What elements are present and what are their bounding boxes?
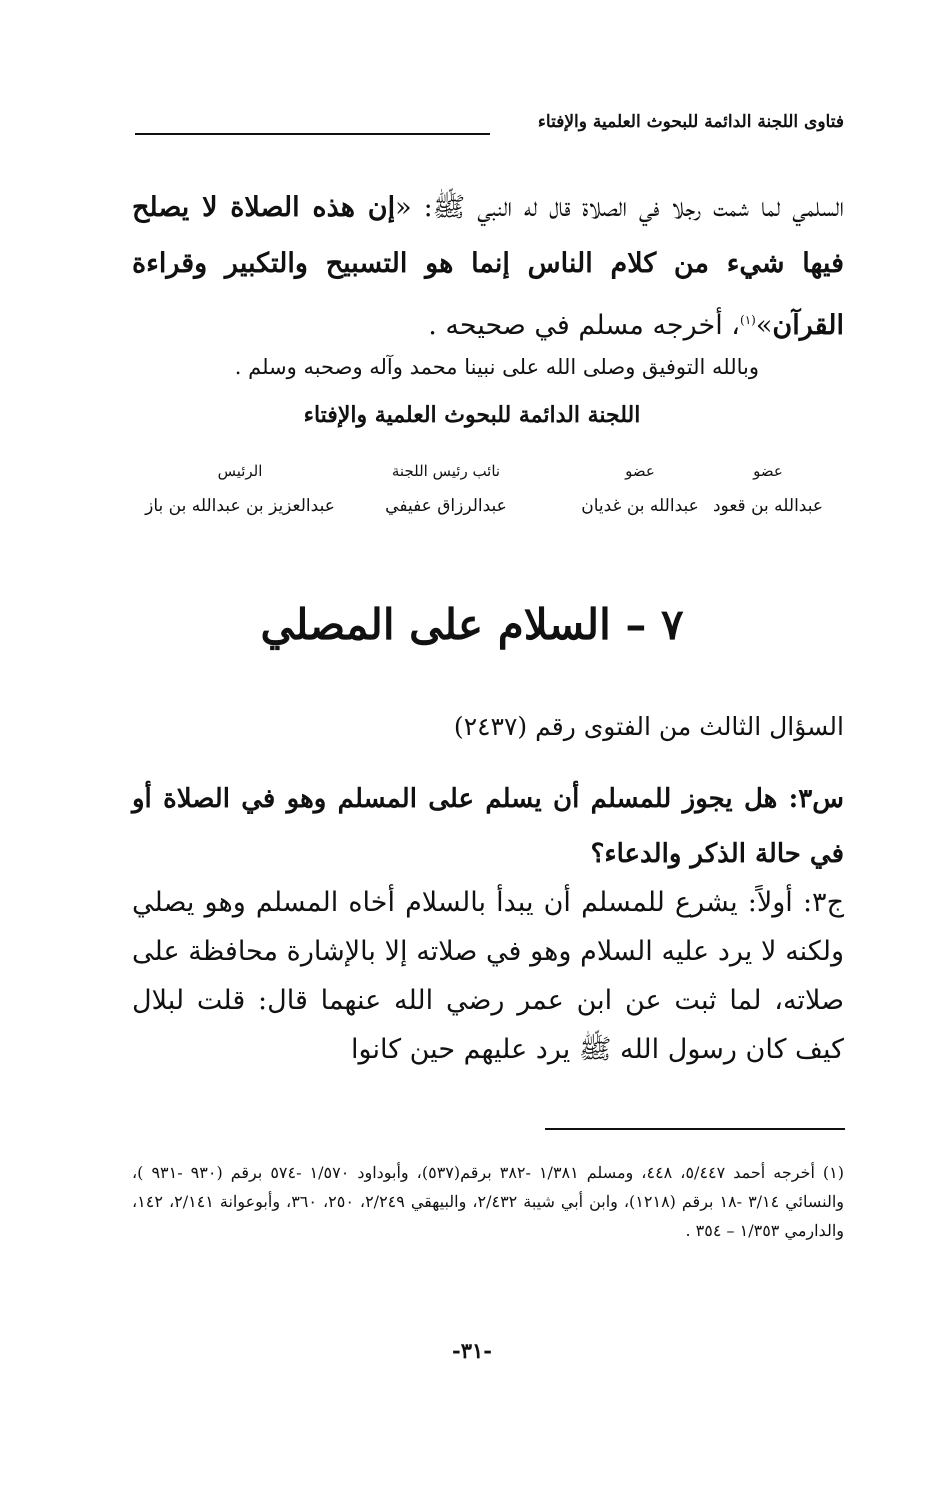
signatory-1 (708, 462, 828, 516)
signatory-2 (575, 462, 705, 516)
footnote-marker: (١) (740, 313, 756, 327)
answer-text: ج٣: أولاً: يشرع للمسلم أن يبدأ بالسلام أخاه المسلم وهو يصلي ولكنه لا يرد عليه السلام وهو في صلاته إلا بالإشارة محافظة على صلاته، لما ثبت عن ابن عمر رضي الله عنهما قال: قلت لبلال كيف كان رسول الله ﷺ يرد عليهم حين كانوا (132, 887, 844, 1065)
section-title: ٧ – السلام على المصلي (260, 600, 684, 649)
page-number: -٣١- (452, 1338, 492, 1363)
signatory-role: نائب رئيس اللجنة (391, 462, 501, 480)
signatory-name: عبدالعزيز بن عبدالله بن باز (145, 496, 335, 516)
header-rule (135, 133, 490, 135)
signatory-3 (376, 462, 516, 516)
signatory-role: الرئيس (217, 462, 263, 480)
hadith-quote: إن هذه الصلاة لا يصلح فيها شيء من كلام الناس إنما هو التسبيح والتكبير وقراءة القرآن (132, 192, 844, 341)
signatory-name: عبدالله بن قعود (712, 496, 823, 516)
signatory-role: عضو (753, 462, 783, 480)
question-reference: السؤال الثالث من الفتوى رقم (٢٤٣٧) (453, 712, 844, 741)
paragraph-lead: السلمي لما شمت رجلا في الصلاة قال له النبي ﷺ: « (395, 192, 844, 223)
footnote-rule (545, 1128, 845, 1130)
signatory-role: عضو (625, 462, 655, 480)
question-text: س٣: هل يجوز للمسلم أن يسلم على المسلم وهو في الصلاة أو في حالة الذكر والدعاء؟ (132, 784, 844, 869)
paragraph-hadith (132, 180, 844, 354)
footnote: (١) أخرجه أحمد ٥/٤٤٧، ٤٤٨، ومسلم ١/٣٨١ -٣٨٢ برقم(٥٣٧)، وأبوداود ١/٥٧٠ -٥٧٤ برقم (٩٣٠ -٩٣١ )، والنسائي ٣/١٤ -١٨ برقم (١٢١٨)، وابن أبي شيبة ٢/٤٣٢، والبيهقي ٢/٢٤٩، ٢٥٠، ٣٦٠، وأبوعوانة ٢/١٤١، ١٤٢، والدارمي ١/٣٥٣ – ٣٥٤ . (132, 1163, 845, 1240)
signatory-name: عبدالرزاق عفيفي (385, 496, 507, 516)
signatory-4 (130, 462, 350, 516)
committee-name: اللجنة الدائمة للبحوث العلمية والإفتاء (303, 402, 641, 428)
closing-line: وبالله التوفيق وصلى الله على نبينا محمد وآله وصحبه وسلم . (234, 355, 759, 379)
running-header: فتاوى اللجنة الدائمة للبحوث العلمية والإفتاء (537, 112, 844, 132)
signatory-name: عبدالله بن غديان (581, 496, 699, 516)
quote-end: » (755, 310, 773, 341)
paragraph-tail: ، أخرجه مسلم في صحيحه . (428, 310, 741, 341)
